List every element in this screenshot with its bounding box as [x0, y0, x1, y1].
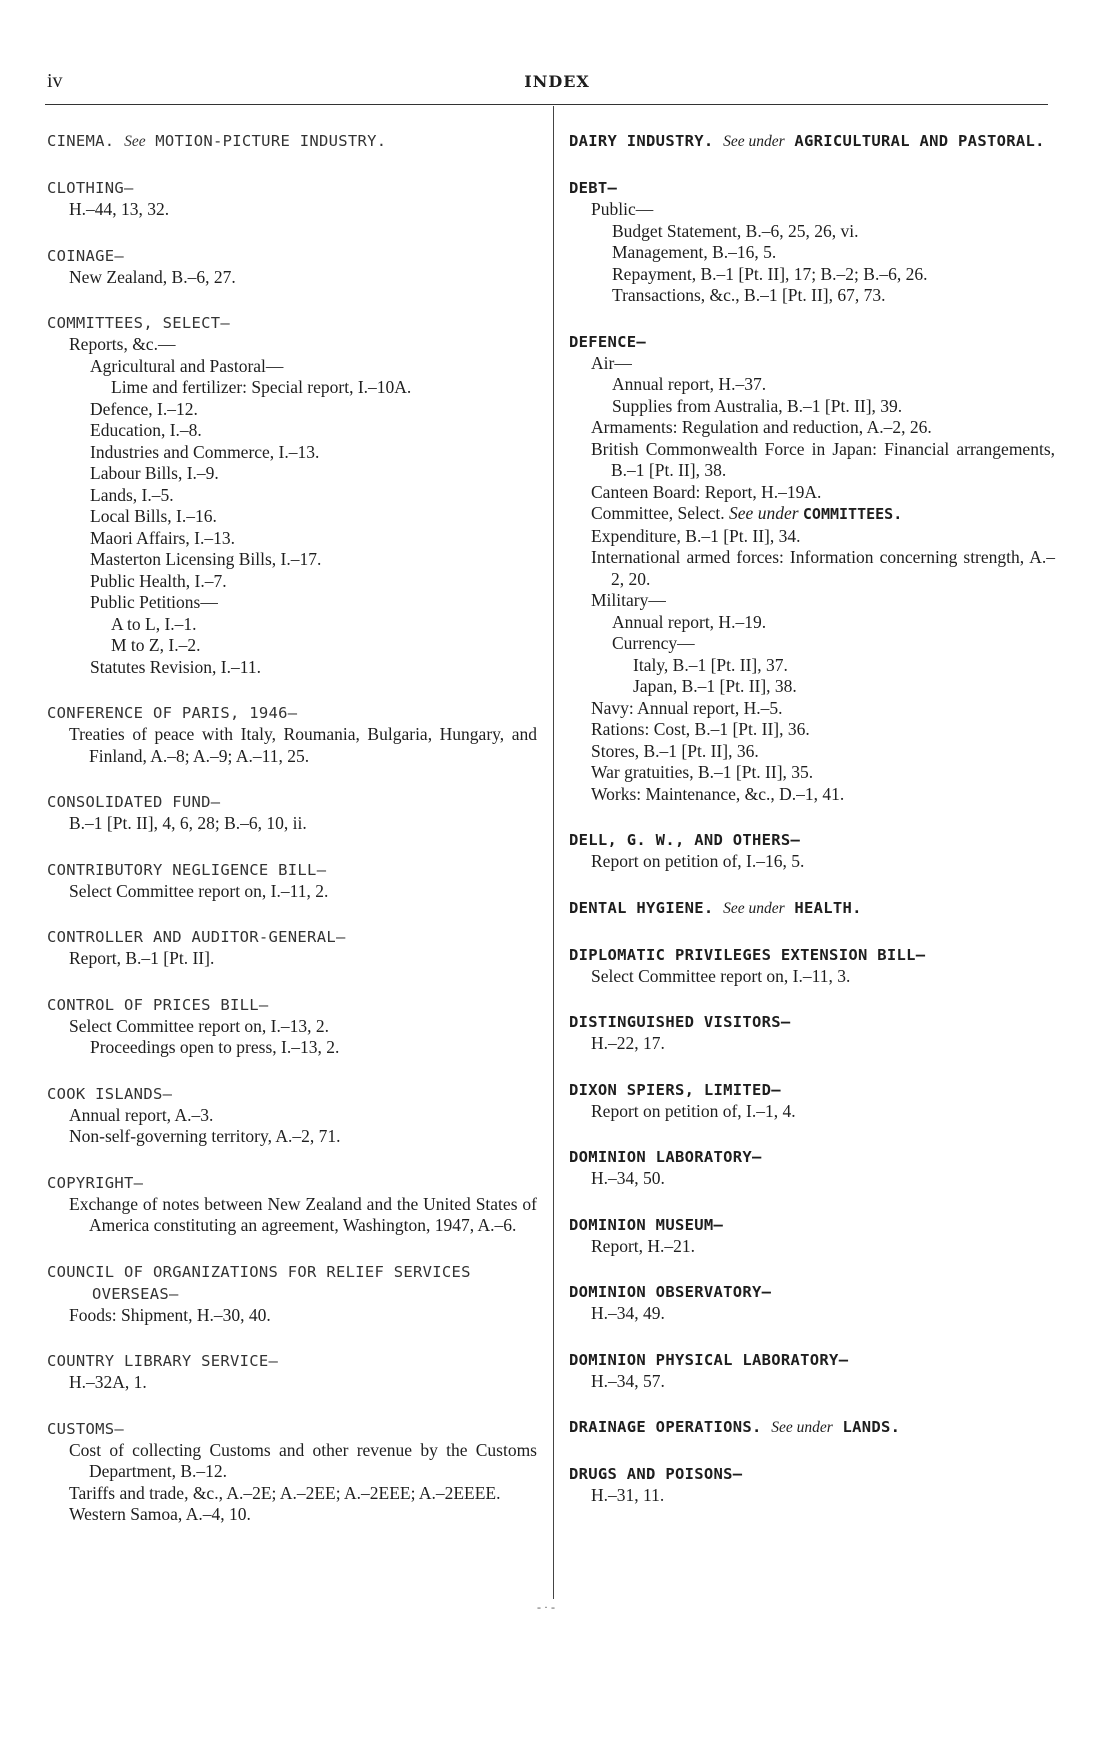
- heading-text: DAIRY INDUSTRY.: [569, 132, 714, 150]
- index-subentry: [47, 399, 537, 421]
- heading-text: DOMINION LABORATORY—: [569, 1148, 762, 1166]
- index-entry-contributory-negligence-bill: [47, 859, 537, 903]
- index-subentry: [569, 741, 1055, 763]
- index-subentry: [569, 285, 1055, 307]
- subentry-text: Education, I.–8.: [90, 420, 202, 440]
- index-subentry: [47, 948, 537, 970]
- subentry-text: Transactions, &c., B.–1 [Pt. II], 67, 73.: [612, 285, 886, 305]
- index-subentry: [569, 590, 1055, 612]
- subentry-text: Committee, Select.: [591, 503, 725, 523]
- index-subentry: [569, 762, 1055, 784]
- heading-text: COINAGE—: [47, 246, 125, 265]
- index-entry-dominion-laboratory: [569, 1146, 1055, 1190]
- index-subentry: [569, 1033, 1055, 1055]
- index-heading: [569, 1349, 1055, 1371]
- subentry-text: Tariffs and trade, &c., A.–2E; A.–2EE; A.–2EEE; A.–2EEEE.: [69, 1482, 501, 1503]
- index-entry-consolidated-fund: [47, 791, 537, 835]
- index-entry-defence: [569, 331, 1055, 806]
- subentry-text: Report on petition of, I.–16, 5.: [591, 851, 805, 871]
- index-subentry: [47, 813, 537, 835]
- subentry-text: Labour Bills, I.–9.: [90, 463, 219, 483]
- subentry-text: Management, B.–16, 5.: [612, 242, 777, 262]
- heading-text: COOK ISLANDS—: [47, 1084, 173, 1103]
- heading-text: DOMINION OBSERVATORY—: [569, 1283, 772, 1301]
- heading-text: DELL, G. W., AND OTHERS—: [569, 831, 801, 849]
- heading-text: COUNTRY LIBRARY SERVICE—: [47, 1352, 279, 1370]
- subentry-text: Works: Maintenance, &c., D.–1, 41.: [591, 783, 845, 804]
- subentry-text: Rations: Cost, B.–1 [Pt. II], 36.: [591, 719, 810, 739]
- index-heading: [47, 1261, 537, 1305]
- subentry-text: Non-self-governing territory, A.–2, 71.: [69, 1126, 341, 1146]
- index-heading: [47, 177, 537, 199]
- heading-text: CONSOLIDATED FUND—: [47, 793, 221, 811]
- heading-text: CONTROLLER AND AUDITOR-GENERAL—: [47, 928, 346, 946]
- index-heading: [569, 331, 1055, 353]
- subentry-text: A to L, I.–1.: [111, 613, 197, 634]
- index-subentry: [569, 353, 1055, 375]
- see-reference-label: See under: [729, 503, 799, 523]
- heading-text: DENTAL HYGIENE.: [569, 898, 714, 917]
- index-subentry: [47, 1126, 537, 1148]
- subentry-text: Annual report, A.–3.: [69, 1104, 214, 1125]
- index-subentry: [47, 377, 537, 399]
- index-heading: [569, 177, 1055, 199]
- subentry-text: Currency—: [612, 633, 695, 653]
- index-entry-debt: [569, 177, 1055, 307]
- subentry-text: Japan, B.–1 [Pt. II], 38.: [633, 676, 797, 696]
- index-subentry: [569, 396, 1055, 418]
- index-subentry: [47, 1504, 537, 1526]
- index-subentry: [47, 1372, 537, 1394]
- index-heading: [47, 130, 537, 153]
- subentry-text: Masterton Licensing Bills, I.–17.: [90, 549, 322, 569]
- index-entry-drainage-operations: [569, 1416, 1055, 1439]
- subentry-text: Industries and Commerce, I.–13.: [90, 441, 320, 462]
- index-heading: [569, 897, 1055, 920]
- index-entry-dell-g-w-and-others: [569, 829, 1055, 873]
- subentry-text: Proceedings open to press, I.–13, 2.: [90, 1037, 340, 1057]
- subentry-text: H.–34, 50.: [591, 1168, 665, 1188]
- index-heading: [47, 994, 537, 1016]
- index-entry-committees-select: [47, 312, 537, 678]
- index-heading: [569, 1416, 1055, 1439]
- index-entry-customs: [47, 1418, 537, 1526]
- index-subentry: [569, 503, 1055, 526]
- index-heading: [569, 1214, 1055, 1236]
- index-subentry: [47, 1194, 537, 1237]
- index-subentry: [569, 1371, 1055, 1393]
- index-entry-dominion-museum: [569, 1214, 1055, 1258]
- heading-text: COPYRIGHT—: [47, 1173, 144, 1192]
- index-entry-country-library-service: [47, 1350, 537, 1394]
- index-subentry: [569, 719, 1055, 741]
- heading-text: DOMINION MUSEUM—: [569, 1215, 724, 1234]
- index-entry-control-of-prices-bill: [47, 994, 537, 1059]
- index-subentry: [569, 966, 1055, 988]
- heading-text: COUNCIL OF ORGANIZATIONS FOR RELIEF SERVICES OVERSEAS—: [47, 1262, 471, 1303]
- index-entry-dixon-spiers-limited: [569, 1079, 1055, 1123]
- subentry-text: Select Committee report on, I.–13, 2.: [69, 1015, 330, 1036]
- subentry-text: H.–44, 13, 32.: [69, 199, 170, 219]
- index-subentry: [47, 1105, 537, 1127]
- cross-reference-target: COMMITTEES.: [802, 505, 903, 523]
- index-subentry: [47, 881, 537, 903]
- index-subentry: [569, 374, 1055, 396]
- index-subentry: [47, 267, 537, 289]
- subentry-text: Annual report, H.–19.: [612, 611, 767, 632]
- footer-mark: - · -: [537, 1600, 555, 1614]
- subentry-text: Public Petitions—: [90, 592, 218, 612]
- heading-text: CINEMA.: [47, 132, 115, 150]
- index-entry-conference-of-paris-1946: [47, 702, 537, 767]
- subentry-text: Select Committee report on, I.–11, 2.: [69, 880, 329, 901]
- index-heading: [569, 1011, 1055, 1033]
- index-subentry: [47, 442, 537, 464]
- index-subentry: [47, 334, 537, 356]
- index-subentry: [569, 526, 1055, 548]
- index-subentry: [47, 356, 537, 378]
- heading-text: DEFENCE—: [569, 332, 647, 351]
- index-subentry: [569, 655, 1055, 677]
- index-subentry: [47, 592, 537, 614]
- index-entry-copyright: [47, 1172, 537, 1237]
- cross-reference-target: LANDS.: [842, 1418, 901, 1436]
- subentry-text: Annual report, H.–37.: [612, 374, 767, 394]
- index-entry-dairy-industry: [569, 130, 1055, 153]
- subentry-text: Lands, I.–5.: [90, 484, 174, 505]
- index-heading: [569, 1281, 1055, 1303]
- index-heading: [569, 1146, 1055, 1168]
- index-heading: [47, 702, 537, 724]
- subentry-text: Statutes Revision, I.–11.: [90, 656, 261, 677]
- index-entry-controller-and-auditor-general: [47, 926, 537, 970]
- index-subentry: [569, 264, 1055, 286]
- subentry-text: Italy, B.–1 [Pt. II], 37.: [633, 654, 788, 675]
- heading-text: DRAINAGE OPERATIONS.: [569, 1418, 762, 1436]
- index-subentry: [47, 1037, 537, 1059]
- subentry-text: Budget Statement, B.–6, 25, 26, vi.: [612, 220, 859, 241]
- index-entry-diplomatic-privileges-extension-bill: [569, 944, 1055, 988]
- index-entry-dominion-physical-laboratory: [569, 1349, 1055, 1393]
- index-subentry: [569, 1168, 1055, 1190]
- subentry-text: Repayment, B.–1 [Pt. II], 17; B.–2; B.–6, 26.: [612, 263, 928, 284]
- index-subentry: [569, 851, 1055, 873]
- subentry-text: Military—: [591, 590, 666, 610]
- index-subentry: [47, 1305, 537, 1327]
- subentry-text: H.–34, 57.: [591, 1370, 665, 1391]
- subentry-text: H.–32A, 1.: [69, 1372, 147, 1392]
- heading-text: COMMITTEES, SELECT—: [47, 314, 231, 332]
- heading-text: DOMINION PHYSICAL LABORATORY—: [569, 1350, 849, 1369]
- subentry-text: Supplies from Australia, B.–1 [Pt. II], 39.: [612, 395, 903, 416]
- index-entry-coinage: [47, 245, 537, 289]
- see-reference-label: See under: [771, 1419, 833, 1436]
- index-subentry: [569, 612, 1055, 634]
- index-subentry: [569, 199, 1055, 221]
- see-reference-label: See under: [723, 899, 785, 917]
- subentry-text: British Commonwealth Force in Japan: Financial arrangements, B.–1 [Pt. II], 38.: [591, 438, 1055, 480]
- subentry-text: Public—: [591, 199, 654, 219]
- subentry-text: Maori Affairs, I.–13.: [90, 527, 235, 548]
- index-subentry: [569, 1303, 1055, 1325]
- index-heading: [569, 944, 1055, 966]
- header-rule: [45, 104, 1048, 105]
- index-entry-clothing: [47, 177, 537, 221]
- subentry-text: Exchange of notes between New Zealand and the United States of America constituting an agreement, Washington, 1947, A.–6.: [69, 1193, 537, 1235]
- cross-reference-target: MOTION-PICTURE INDUSTRY.: [155, 132, 387, 150]
- subentry-text: New Zealand, B.–6, 27.: [69, 266, 236, 287]
- index-column-left: [47, 130, 537, 1550]
- subentry-text: H.–22, 17.: [591, 1033, 665, 1053]
- index-subentry: [569, 1236, 1055, 1258]
- index-subentry: [47, 506, 537, 528]
- index-subentry: [47, 614, 537, 636]
- index-entry-cook-islands: [47, 1083, 537, 1148]
- index-subentry: [47, 549, 537, 571]
- index-entry-cinema: [47, 130, 537, 153]
- index-subentry: [569, 1101, 1055, 1123]
- subentry-text: Agricultural and Pastoral—: [90, 355, 284, 376]
- subentry-text: Public Health, I.–7.: [90, 570, 227, 591]
- column-divider: [553, 106, 554, 1599]
- index-subentry: [47, 528, 537, 550]
- index-subentry: [569, 242, 1055, 264]
- subentry-text: Report on petition of, I.–1, 4.: [591, 1100, 796, 1121]
- index-subentry: [47, 485, 537, 507]
- index-subentry: [47, 657, 537, 679]
- subentry-text: Expenditure, B.–1 [Pt. II], 34.: [591, 525, 801, 546]
- index-subentry: [47, 571, 537, 593]
- index-subentry: [569, 676, 1055, 698]
- see-reference-label: See under: [723, 133, 785, 150]
- subentry-text: M to Z, I.–2.: [111, 635, 201, 655]
- index-subentry: [47, 420, 537, 442]
- subentry-text: Report, H.–21.: [591, 1235, 696, 1256]
- subentry-text: Western Samoa, A.–4, 10.: [69, 1504, 251, 1524]
- subentry-text: Cost of collecting Customs and other revenue by the Customs Department, B.–12.: [69, 1439, 537, 1481]
- index-column-right: [569, 130, 1055, 1531]
- index-subentry: [47, 1440, 537, 1483]
- page-number: iv: [47, 70, 63, 92]
- index-heading: [569, 130, 1055, 153]
- index-subentry: [47, 199, 537, 221]
- index-heading: [47, 245, 537, 267]
- subentry-text: Local Bills, I.–16.: [90, 506, 217, 526]
- index-subentry: [47, 635, 537, 657]
- heading-text: DIXON SPIERS, LIMITED—: [569, 1080, 781, 1099]
- subentry-text: B.–1 [Pt. II], 4, 6, 28; B.–6, 10, ii.: [69, 813, 307, 833]
- see-reference-label: See: [124, 133, 146, 150]
- heading-text: CONTRIBUTORY NEGLIGENCE BILL—: [47, 860, 327, 879]
- subentry-text: Lime and fertilizer: Special report, I.–10A.: [111, 377, 412, 397]
- index-heading: [47, 1350, 537, 1372]
- heading-text: DEBT—: [569, 179, 618, 197]
- subentry-text: Stores, B.–1 [Pt. II], 36.: [591, 740, 759, 761]
- subentry-text: International armed forces: Information concerning strength, A.–2, 20.: [591, 547, 1055, 589]
- index-heading: [569, 1463, 1055, 1485]
- subentry-text: Select Committee report on, I.–11, 3.: [591, 965, 851, 986]
- heading-text: CUSTOMS—: [47, 1419, 125, 1438]
- subentry-text: Canteen Board: Report, H.–19A.: [591, 481, 822, 502]
- subentry-text: War gratuities, B.–1 [Pt. II], 35.: [591, 762, 814, 782]
- subentry-text: H.–34, 49.: [591, 1303, 665, 1323]
- subentry-text: Treaties of peace with Italy, Roumania, Bulgaria, Hungary, and Finland, A.–8; A.–9; A.–11, 25.: [69, 724, 537, 766]
- index-subentry: [569, 1485, 1055, 1507]
- subentry-text: Navy: Annual report, H.–5.: [591, 697, 783, 718]
- index-heading: [47, 791, 537, 813]
- index-entry-dental-hygiene: [569, 897, 1055, 920]
- index-subentry: [569, 482, 1055, 504]
- index-heading: [47, 1083, 537, 1105]
- index-subentry: [569, 547, 1055, 590]
- heading-text: DRUGS AND POISONS—: [569, 1465, 743, 1483]
- index-subentry: [569, 221, 1055, 243]
- index-subentry: [47, 1483, 537, 1505]
- running-head: INDEX: [524, 72, 590, 91]
- index-entry-council-of-organizations-for-relief-serv: [47, 1261, 537, 1327]
- heading-text: CONTROL OF PRICES BILL—: [47, 995, 269, 1014]
- index-entry-distinguished-visitors: [569, 1011, 1055, 1055]
- cross-reference-target: AGRICULTURAL AND PASTORAL.: [794, 132, 1045, 150]
- index-heading: [47, 1418, 537, 1440]
- heading-text: DIPLOMATIC PRIVILEGES EXTENSION BILL—: [569, 945, 926, 964]
- subentry-text: Armaments: Regulation and reduction, A.–2, 26.: [591, 417, 932, 437]
- index-subentry: [569, 633, 1055, 655]
- subentry-text: H.–31, 11.: [591, 1485, 665, 1505]
- index-heading: [47, 312, 537, 334]
- index-subentry: [47, 724, 537, 767]
- index-subentry: [569, 698, 1055, 720]
- index-entry-drugs-and-poisons: [569, 1463, 1055, 1507]
- index-entry-dominion-observatory: [569, 1281, 1055, 1325]
- index-heading: [569, 1079, 1055, 1101]
- subentry-text: Foods: Shipment, H.–30, 40.: [69, 1304, 271, 1325]
- cross-reference-target: HEALTH.: [794, 898, 862, 917]
- subentry-text: Report, B.–1 [Pt. II].: [69, 948, 215, 968]
- heading-text: DISTINGUISHED VISITORS—: [569, 1013, 791, 1031]
- subentry-text: Reports, &c.—: [69, 334, 176, 354]
- index-heading: [47, 926, 537, 948]
- index-subentry: [569, 784, 1055, 806]
- index-subentry: [47, 1016, 537, 1038]
- subentry-text: Defence, I.–12.: [90, 398, 198, 419]
- index-subentry: [47, 463, 537, 485]
- index-heading: [47, 1172, 537, 1194]
- heading-text: CONFERENCE OF PARIS, 1946—: [47, 704, 298, 722]
- index-subentry: [569, 417, 1055, 439]
- index-subentry: [569, 439, 1055, 482]
- heading-text: CLOTHING—: [47, 179, 134, 197]
- subentry-text: Air—: [591, 352, 632, 373]
- index-heading: [47, 859, 537, 881]
- index-heading: [569, 829, 1055, 851]
